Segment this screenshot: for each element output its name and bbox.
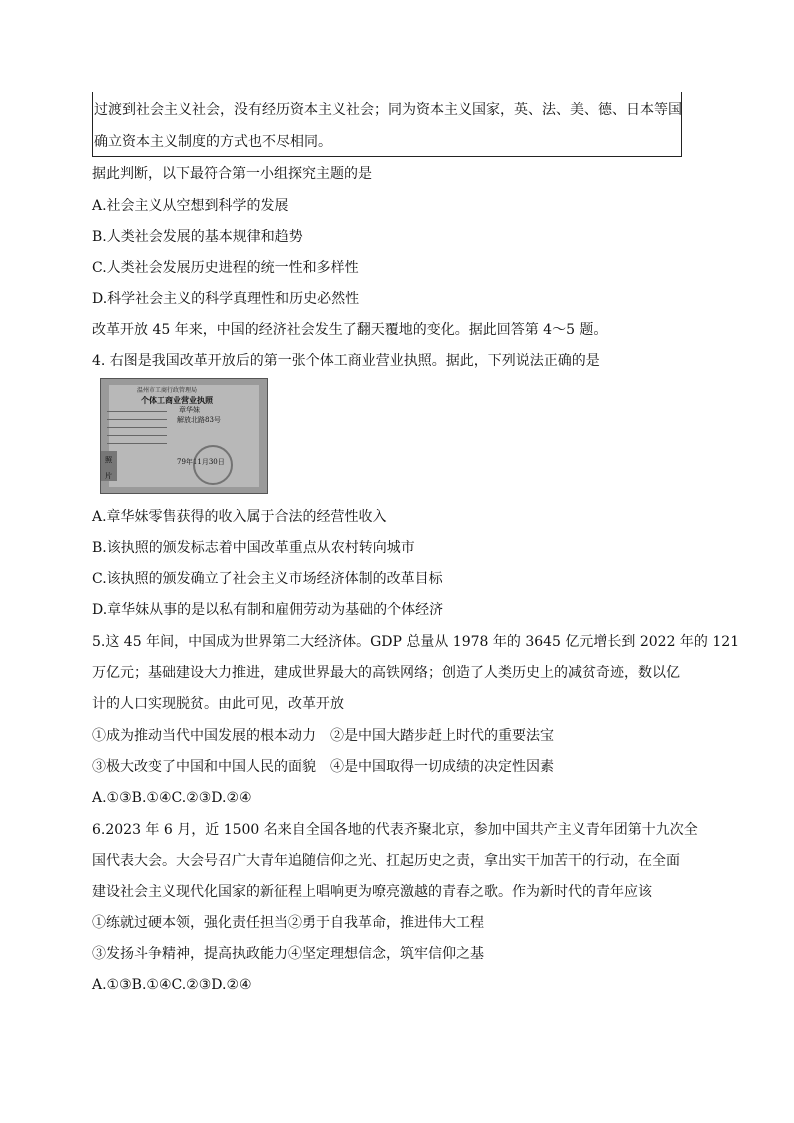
q3-stem: 据此判断，以下最符合第一小组探究主题的是 (92, 166, 372, 182)
q6-stem-line-3: 建设社会主义现代化国家的新征程上唱响更为嘹亮激越的青春之歌。作为新时代的青年应该 (92, 884, 652, 900)
photo-slot-label-2: 片 (105, 472, 112, 480)
license-row (107, 443, 167, 444)
q6-statements-3-4: ③发扬斗争精神，提高执政能力④坚定理想信念，筑牢信仰之基 (92, 946, 484, 962)
q5-stem-line-1: 5.这 45 年间，中国成为世界第二大经济体。GDP 总量从 1978 年的 3645 亿元增长到 2022 年的 121 (92, 634, 740, 650)
license-issuer: 温州市工商行政管理局 (137, 387, 198, 394)
q6-stem-line-1: 6.2023 年 6 月，近 1500 名来自全国各地的代表齐聚北京，参加中国共产主义青年团第十九次全 (92, 822, 698, 838)
q5-stem-line-3: 计的人口实现脱贫。由此可见，改革开放 (92, 696, 344, 712)
q4-option-b: B.该执照的颁发标志着中国改革重点从农村转向城市 (92, 540, 415, 556)
q3-option-a: A.社会主义从空想到科学的发展 (92, 198, 289, 214)
license-row (107, 435, 167, 436)
license-date: 79年11月30日 (177, 458, 225, 466)
license-row (107, 419, 167, 420)
quote-line-2: 确立资本主义制度的方式也不尽相同。 (94, 134, 332, 150)
q5-stem-line-2: 万亿元；基础建设大力推进，建成世界最大的高铁网络；创造了人类历史上的减贫奇迹，数以亿 (92, 665, 680, 681)
quote-line-1: 过渡到社会主义社会，没有经历资本主义社会；同为资本主义国家，英、法、美、德、日本等国 (94, 102, 682, 118)
section-intro: 改革开放 45 年来，中国的经济社会发生了翻天覆地的变化。据此回答第 4～5 题。 (92, 322, 608, 338)
license-row (107, 427, 167, 428)
q5-statements-3-4: ③极大改变了中国和中国人民的面貌 ④是中国取得一切成绩的决定性因素 (92, 759, 554, 775)
q4-stem: 4. 右图是我国改革开放后的第一张个体工商业营业执照。据此，下列说法正确的是 (92, 353, 600, 369)
q5-answer-choices: A.①③B.①④C.②③D.②④ (92, 790, 252, 806)
q5-statements-1-2: ①成为推动当代中国发展的根本动力 ②是中国大踏步赶上时代的重要法宝 (92, 728, 554, 744)
q3-option-b: B.人类社会发展的基本规律和趋势 (92, 229, 303, 245)
q4-option-c: C.该执照的颁发确立了社会主义市场经济体制的改革目标 (92, 571, 443, 587)
license-photo (100, 378, 268, 494)
q3-option-d: D.科学社会主义的科学真理性和历史必然性 (92, 291, 360, 307)
license-address: 解放北路83号 (177, 416, 221, 424)
license-title: 个体工商业营业执照 (141, 395, 213, 405)
q6-stem-line-2: 国代表大会。大会号召广大青年追随信仰之光、扛起历史之责，拿出实干加苦干的行动，在全面 (92, 853, 680, 869)
q4-option-d: D.章华妹从事的是以私有制和雇佣劳动为基础的个体经济 (92, 602, 444, 618)
q6-answer-choices: A.①③B.①④C.②③D.②④ (92, 977, 252, 993)
q3-option-c: C.人类社会发展历史进程的统一性和多样性 (92, 260, 359, 276)
license-row (107, 411, 167, 412)
official-seal-icon (193, 445, 233, 485)
q6-statements-1-2: ①练就过硬本领，强化责任担当②勇于自我革命，推进伟大工程 (92, 915, 484, 931)
photo-slot-label: 照 (105, 456, 112, 464)
license-name: 章华妹 (179, 406, 200, 414)
q4-option-a: A.章华妹零售获得的收入属于合法的经营性收入 (92, 509, 387, 525)
